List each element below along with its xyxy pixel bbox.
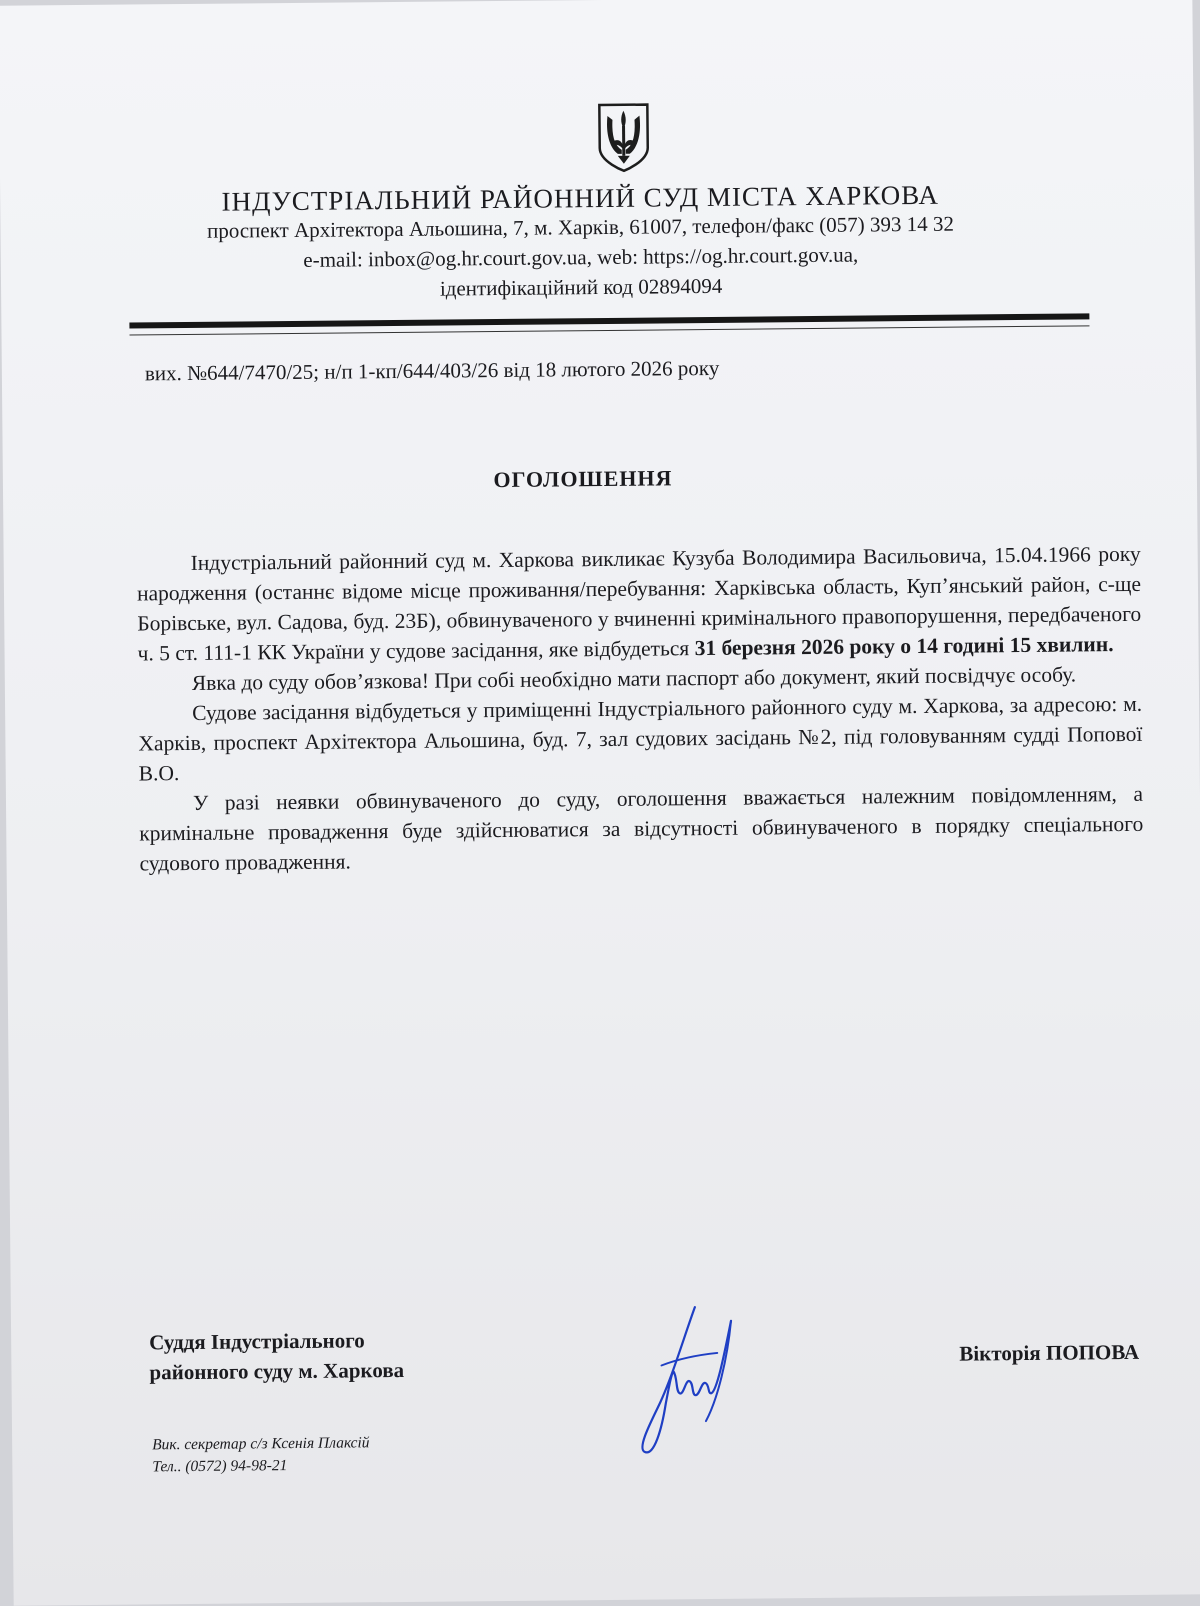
court-email-web: e-mail: inbox@og.hr.court.gov.ua, web: https://og.hr.court.gov.ua, [303, 242, 859, 272]
paragraph-location: Судове засідання відбудеться у приміщенні Індустріального районного суду м. Харкова, за адресою: м. Харків, проспект Архітектора Альошина, буд. 7, зал судових засідань №2, під головуванням судді Попової В.О. [138, 691, 1143, 786]
ukraine-trident-icon [595, 102, 652, 175]
outgoing-reference: вих. №644/7470/25; н/п 1-кп/644/403/26 від 18 лютого 2026 року [144, 355, 720, 386]
court-address: проспект Архітектора Альошина, 7, м. Харків, 61007, телефон/факс (057) 393 14 32 [206, 211, 955, 243]
announcement-body [137, 539, 1144, 879]
judge-position-line2: районного суду м. Харкова [149, 1357, 405, 1385]
executor-info [152, 1432, 370, 1478]
court-name: ІНДУСТРІАЛЬНИЙ РАЙОННИЙ СУД МІСТА ХАРКОВА [221, 179, 940, 217]
handwritten-signature-icon [631, 1299, 753, 1460]
hearing-datetime: 31 березня 2026 року о 14 годині 15 хвилин. [694, 632, 1114, 661]
court-contacts [150, 208, 1011, 306]
paragraph-summons [137, 539, 1142, 669]
executor-phone: Тел.. (0572) 94-98-21 [152, 1457, 288, 1476]
court-id-code: ідентифікаційний код 02894094 [439, 273, 723, 301]
paragraph-absence: У разі неявки обвинуваченого до суду, оголошення вважається належним повідомленням, а кримінальне провадження буде здійснюватися за відсутності обвинуваченого в порядку спеціального судового провадження. [139, 781, 1144, 876]
summons-text: Індустріальний районний суд м. Харкова викликає Кузуба Володимира Васильовича, 15.04.1966 року народження (останнє відоме місце проживання/перебування: Харківська область, Куп’янський район, с-ще Борівське, вул. Садова, буд. 23Б), обвинуваченого у вчиненні кримінального правопорушення, передбаченого ч. 5 ст. 111-1 КК України у судове засідання, яке відбудеться [136, 541, 1142, 666]
executor-name: Вик. секретар с/з Ксенія Плаксій [152, 1434, 370, 1454]
paragraph-attendance: Явка до суду обов’язкова! При собі необхідно мати паспорт або документ, який посвідчує особу. [191, 662, 1077, 695]
judge-position [149, 1325, 404, 1387]
document-title: ОГОЛОШЕННЯ [493, 465, 673, 493]
judge-name: Вікторія ПОПОВА [959, 1339, 1140, 1366]
judge-position-line1: Суддя Індустріального [149, 1328, 365, 1355]
